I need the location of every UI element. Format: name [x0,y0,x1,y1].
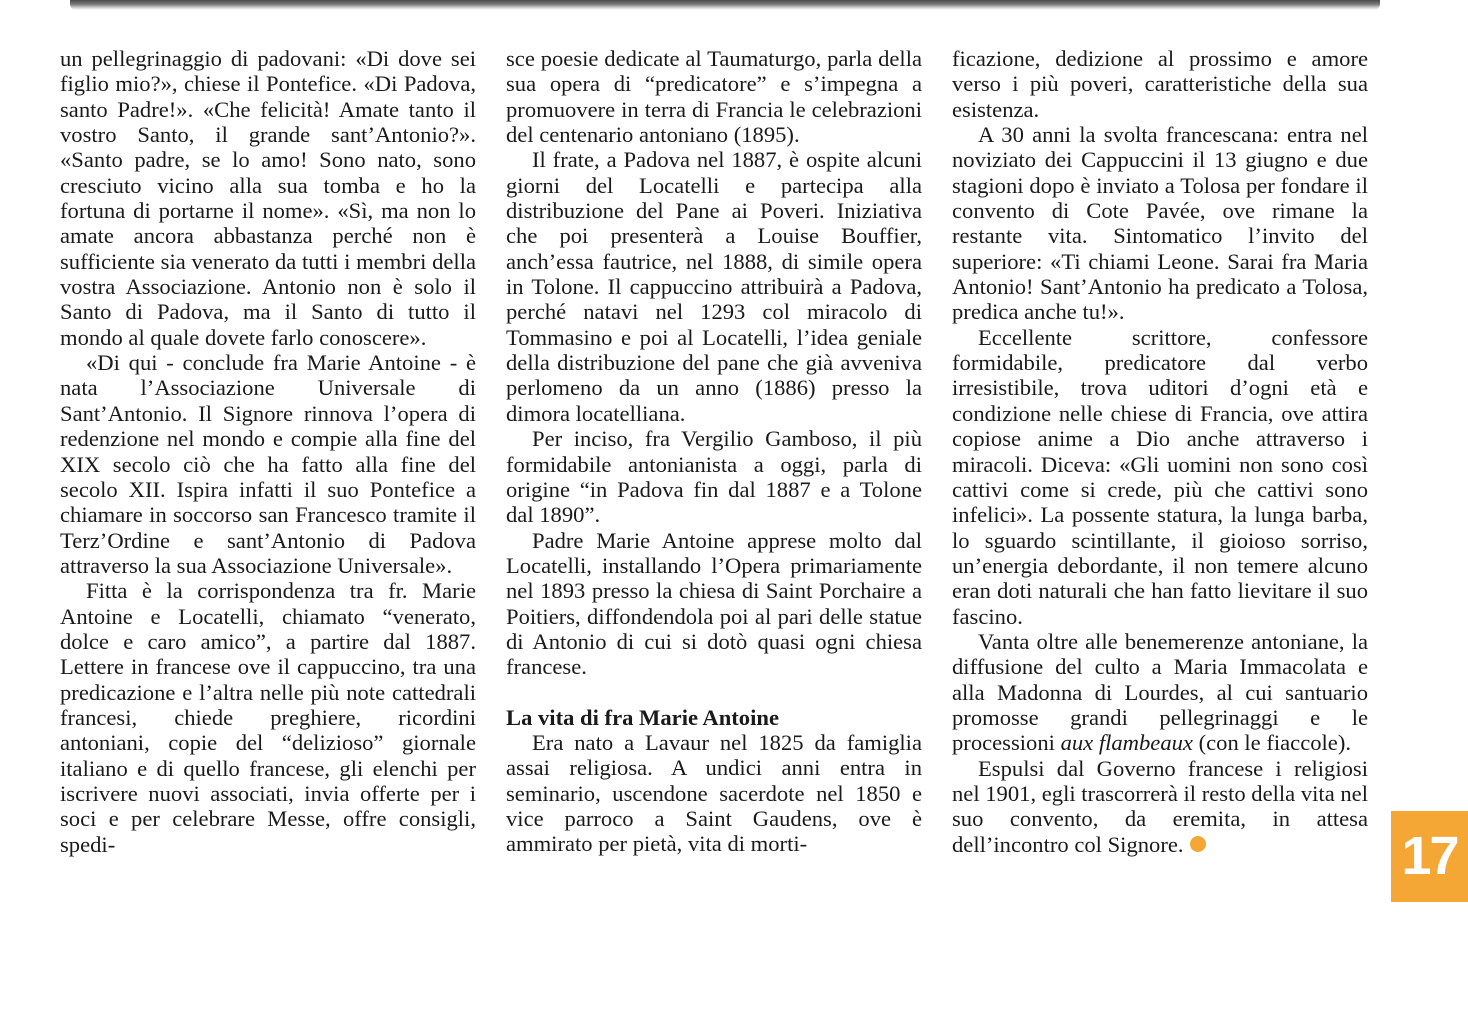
paragraph-text: Vanta oltre alle benemerenze antoniane, la diffusione del culto a Maria Immacolata e alla Madonna di Lourdes, al cui santuario promosse grandi pellegrinaggi e le processioni [952,628,1368,756]
italic-phrase: aux flambeaux [1060,730,1193,756]
section-heading: La vita di fra Marie Antoine [506,704,779,730]
paragraph [952,629,1368,756]
paragraph: «Di qui - conclude fra Marie Antoine - è nata l’Associazione Universale di Sant’Antonio. Il Signore rinnova l’opera di redenzione nel mondo e compie alla fine del XIX secolo ciò che ha fatto alla fine del secolo XII. Ispira infatti il suo Pontefice a chiamare in soccorso san Francesco tramite il Terz’Ordine e sant’Antonio di Padova attraverso la sua Associazione Universale». [60,350,476,578]
text-column-2 [506,46,922,857]
paragraph: sce poesie dedicate al Taumaturgo, parla della sua opera di “predicatore” e s’impegna a promuovere in terra di Francia le celebrazioni del centenario antoniano (1895). [506,46,922,148]
paragraph: ficazione, dedizione al prossimo e amore verso i più poveri, caratteristiche della sua esistenza. [952,46,1368,122]
paragraph: Fitta è la corrispondenza tra fr. Marie Antoine e Locatelli, chiamato “venerato, dolce e caro amico”, a partire dal 1887. Lettere in francese ove il cappuccino, tra una predicazione e l’altra nelle più note cattedrali francesi, chiede preghiere, ricordini antoniani, copie del “delizioso” giornale italiano e di quello francese, gli elenchi per iscrivere nuovi associati, invia offerte per i soci e per celebrare Messe, offre consigli, spedi- [60,578,476,857]
paragraph [952,756,1368,857]
paragraph: un pellegrinaggio di padovani: «Di dove sei figlio mio?», chiese il Pontefice. «Di Padova, santo Padre!». «Che felicità! Amate tanto il vostro Santo, il grande sant’Antonio?». «Santo padre, se lo amo! Sono nato, sono cresciuto vicino alla sua tomba e ho la fortuna di portarne il nome». «Sì, ma non lo amate ancora abbastanza perché non è sufficiente sia venerato da tutti i membri della vostra Associazione. Antonio non è solo il Santo di Padova, ma il Santo di tutto il mondo al quale dovete farlo conoscere». [60,46,476,350]
paragraph: Il frate, a Padova nel 1887, è ospite alcuni giorni del Locatelli e partecipa alla distribuzione del Pane ai Poveri. Iniziativa che poi presenterà a Louise Bouffier, anch’essa fautrice, nel 1888, di simile opera in Tolone. Il cappuccino attribuirà a Padova, perché natavi nel 1293 col miracolo di Tommasino e poi al Locatelli, l’idea geniale della distribuzione del pane che già avveniva perlomeno da un anno (1886) presso la dimora locatelliana. [506,147,922,426]
paragraph: Eccellente scrittore, confessore formidabile, predicatore dal verbo irresistibile, trova uditori d’ogni età e condizione nelle chiese di Francia, ove attira copiose anime a Dio anche attraverso i miracoli. Diceva: «Gli uomini non sono così cattivi come si crede, più che cattivi sono infelici». La possente statura, la lunga barba, lo sguardo scintillante, il gioioso sorriso, un’energia debordante, il non temere alcuno eran doti naturali che han fatto lievitare il suo fascino. [952,324,1368,629]
paragraph: Era nato a Lavaur nel 1825 da famiglia assai religiosa. A undici anni entra in seminario, uscendone sacerdote nel 1850 e vice parroco a Saint Gaudens, ove è ammirato per pietà, vita di morti- [506,729,922,857]
paragraph-text: Espulsi dal Governo francese i religiosi nel 1901, egli trascorrerà il resto della vita nel suo convento, da eremita, in attesa dell’incontro col Signore. [952,755,1368,857]
paragraph-text: (con le fiaccole). [1192,730,1352,756]
paragraph: A 30 anni la svolta francescana: entra nel noviziato dei Cappuccini il 13 giugno e due stagioni dopo è inviato a Tolosa per fondare il convento di Cote Pavée, ove rimane la restante vita. Sintomatico l’invito del superiore: «Ti chiami Leone. Sarai fra Maria Antonio! Sant’Antonio ha predicato a Tolosa, predica anche tu!». [952,122,1368,325]
page-number: 17 [1401,826,1458,886]
paragraph: Per inciso, fra Vergilio Gamboso, il più formidabile antonianista a oggi, parla di origine “in Padova fin dal 1887 e a Tolone dal 1890”. [506,426,922,528]
text-column-1 [60,46,476,857]
paragraph: Padre Marie Antoine apprese molto dal Locatelli, installando l’Opera primariamente nel 1893 presso la chiesa di Saint Porchaire a Poitiers, diffondendola poi al pari delle statue di Antonio di cui si dotò quasi ogni chiesa francese. [506,527,922,680]
text-column-3 [952,46,1368,857]
end-of-article-dot-icon [1190,836,1206,852]
top-edge-shadow [70,0,1380,10]
page-number-tab [1391,811,1468,902]
